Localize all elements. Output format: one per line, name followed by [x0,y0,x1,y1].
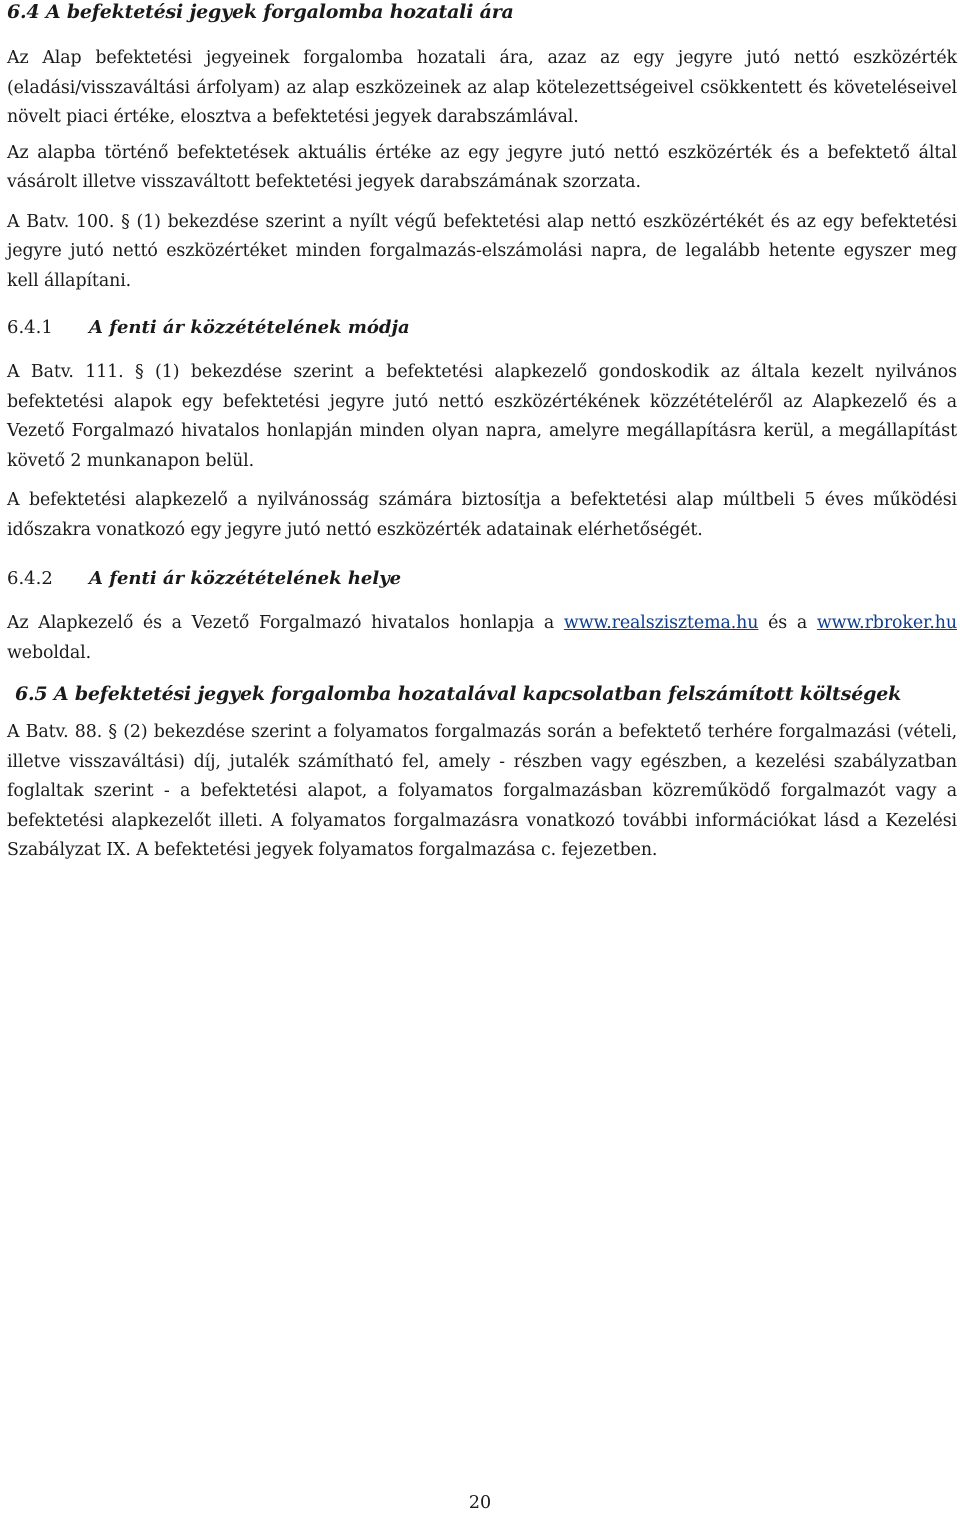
document-page [7,0,957,866]
section-6-4-paragraph-3: A Batv. 100. § (1) bekezdése szerint a nyílt végű befektetési alap nettó eszközértékét és az egy befektetési jegyre jutó nettó eszközértéket minden forgalmazás-elszámolási napra, de legalább hetente egyszer meg kell állapítani. [7,211,957,291]
section-6-4-1-title: A fenti ár közzétételének módja [89,317,410,338]
section-6-4-2-paragraph [7,609,957,668]
section-6-4-heading: 6.4 A befektetési jegyek forgalomba hozatali ára [7,1,514,23]
section-6-4-paragraph-1: Az Alap befektetési jegyeinek forgalomba hozatali ára, azaz az egy jegyre jutó nettó eszközérték (eladási/visszaváltási árfolyam) az alap eszközeinek az alap kötelezettségeivel csökkentett és követeléseivel növelt piaci értéke, elosztva a befektetési jegyek darabszámlával. [7,48,957,127]
section-6-5-paragraph-1: A Batv. 88. § (2) bekezdése szerint a folyamatos forgalmazás során a befektető terhére forgalmazási (vételi, illetve visszaváltási) díj, jutalék számítható fel, amely - részben vagy egészben, a kezelési szabályzatban foglaltak szerint - a befektetési alapot, a folyamatos forgalmazásban közreműködő forgalmazót vagy a befektetési alapkezelőt illeti. A folyamatos forgalmazásra vonatkozó további információkat lásd a Kezelési Szabályzat IX. A befektetési jegyek folyamatos forgalmazása c. fejezetben. [7,722,957,860]
section-6-4-2-title: A fenti ár közzétételének helye [89,568,402,589]
section-6-4-2-text-prefix: Az Alapkezelő és a Vezető Forgalmazó hivatalos honlapja a [7,613,555,633]
section-6-4-2-text-mid: és a [768,613,808,633]
section-6-4-1-number: 6.4.1 [7,317,53,338]
section-6-4-2-number: 6.4.2 [7,568,53,589]
section-6-5-heading: 6.5 A befektetési jegyek forgalomba hozatalával kapcsolatban felszámított költségek [15,683,902,705]
rbroker-link[interactable]: www.rbroker.hu [816,613,957,633]
section-6-4-paragraph-2: Az alapba történő befektetések aktuális értéke az egy jegyre jutó nettó eszközérték és a befektető által vásárolt illetve visszaváltott befektetési jegyek darabszámának szorzata. [7,142,957,192]
page-number: 20 [468,1493,492,1513]
section-6-4-2-text-suffix: weboldal. [7,642,92,663]
section-6-4-1-paragraph-2: A befektetési alapkezelő a nyilvánosság számára biztosítja a befektetési alap múltbeli 5 éves működési időszakra vonatkozó egy jegyre jutó nettó eszközérték adatainak elérhetőségét. [7,490,957,540]
section-6-4-2-heading [7,567,957,591]
section-6-4-1-heading [7,316,957,340]
realszisztema-link[interactable]: www.realszisztema.hu [563,613,759,633]
section-6-4-1-paragraph-1: A Batv. 111. § (1) bekezdése szerint a befektetési alapkezelő gondoskodik az általa kezelt nyilvános befektetési alapok egy befektetési jegyre jutó nettó eszközértékének közzétételéről az Alapkezelő és a Vezető Forgalmazó hivatalos honlapján minden olyan napra, amelyre megállapításra kerül, a megállapítást követő 2 munkanapon belül. [7,362,957,471]
